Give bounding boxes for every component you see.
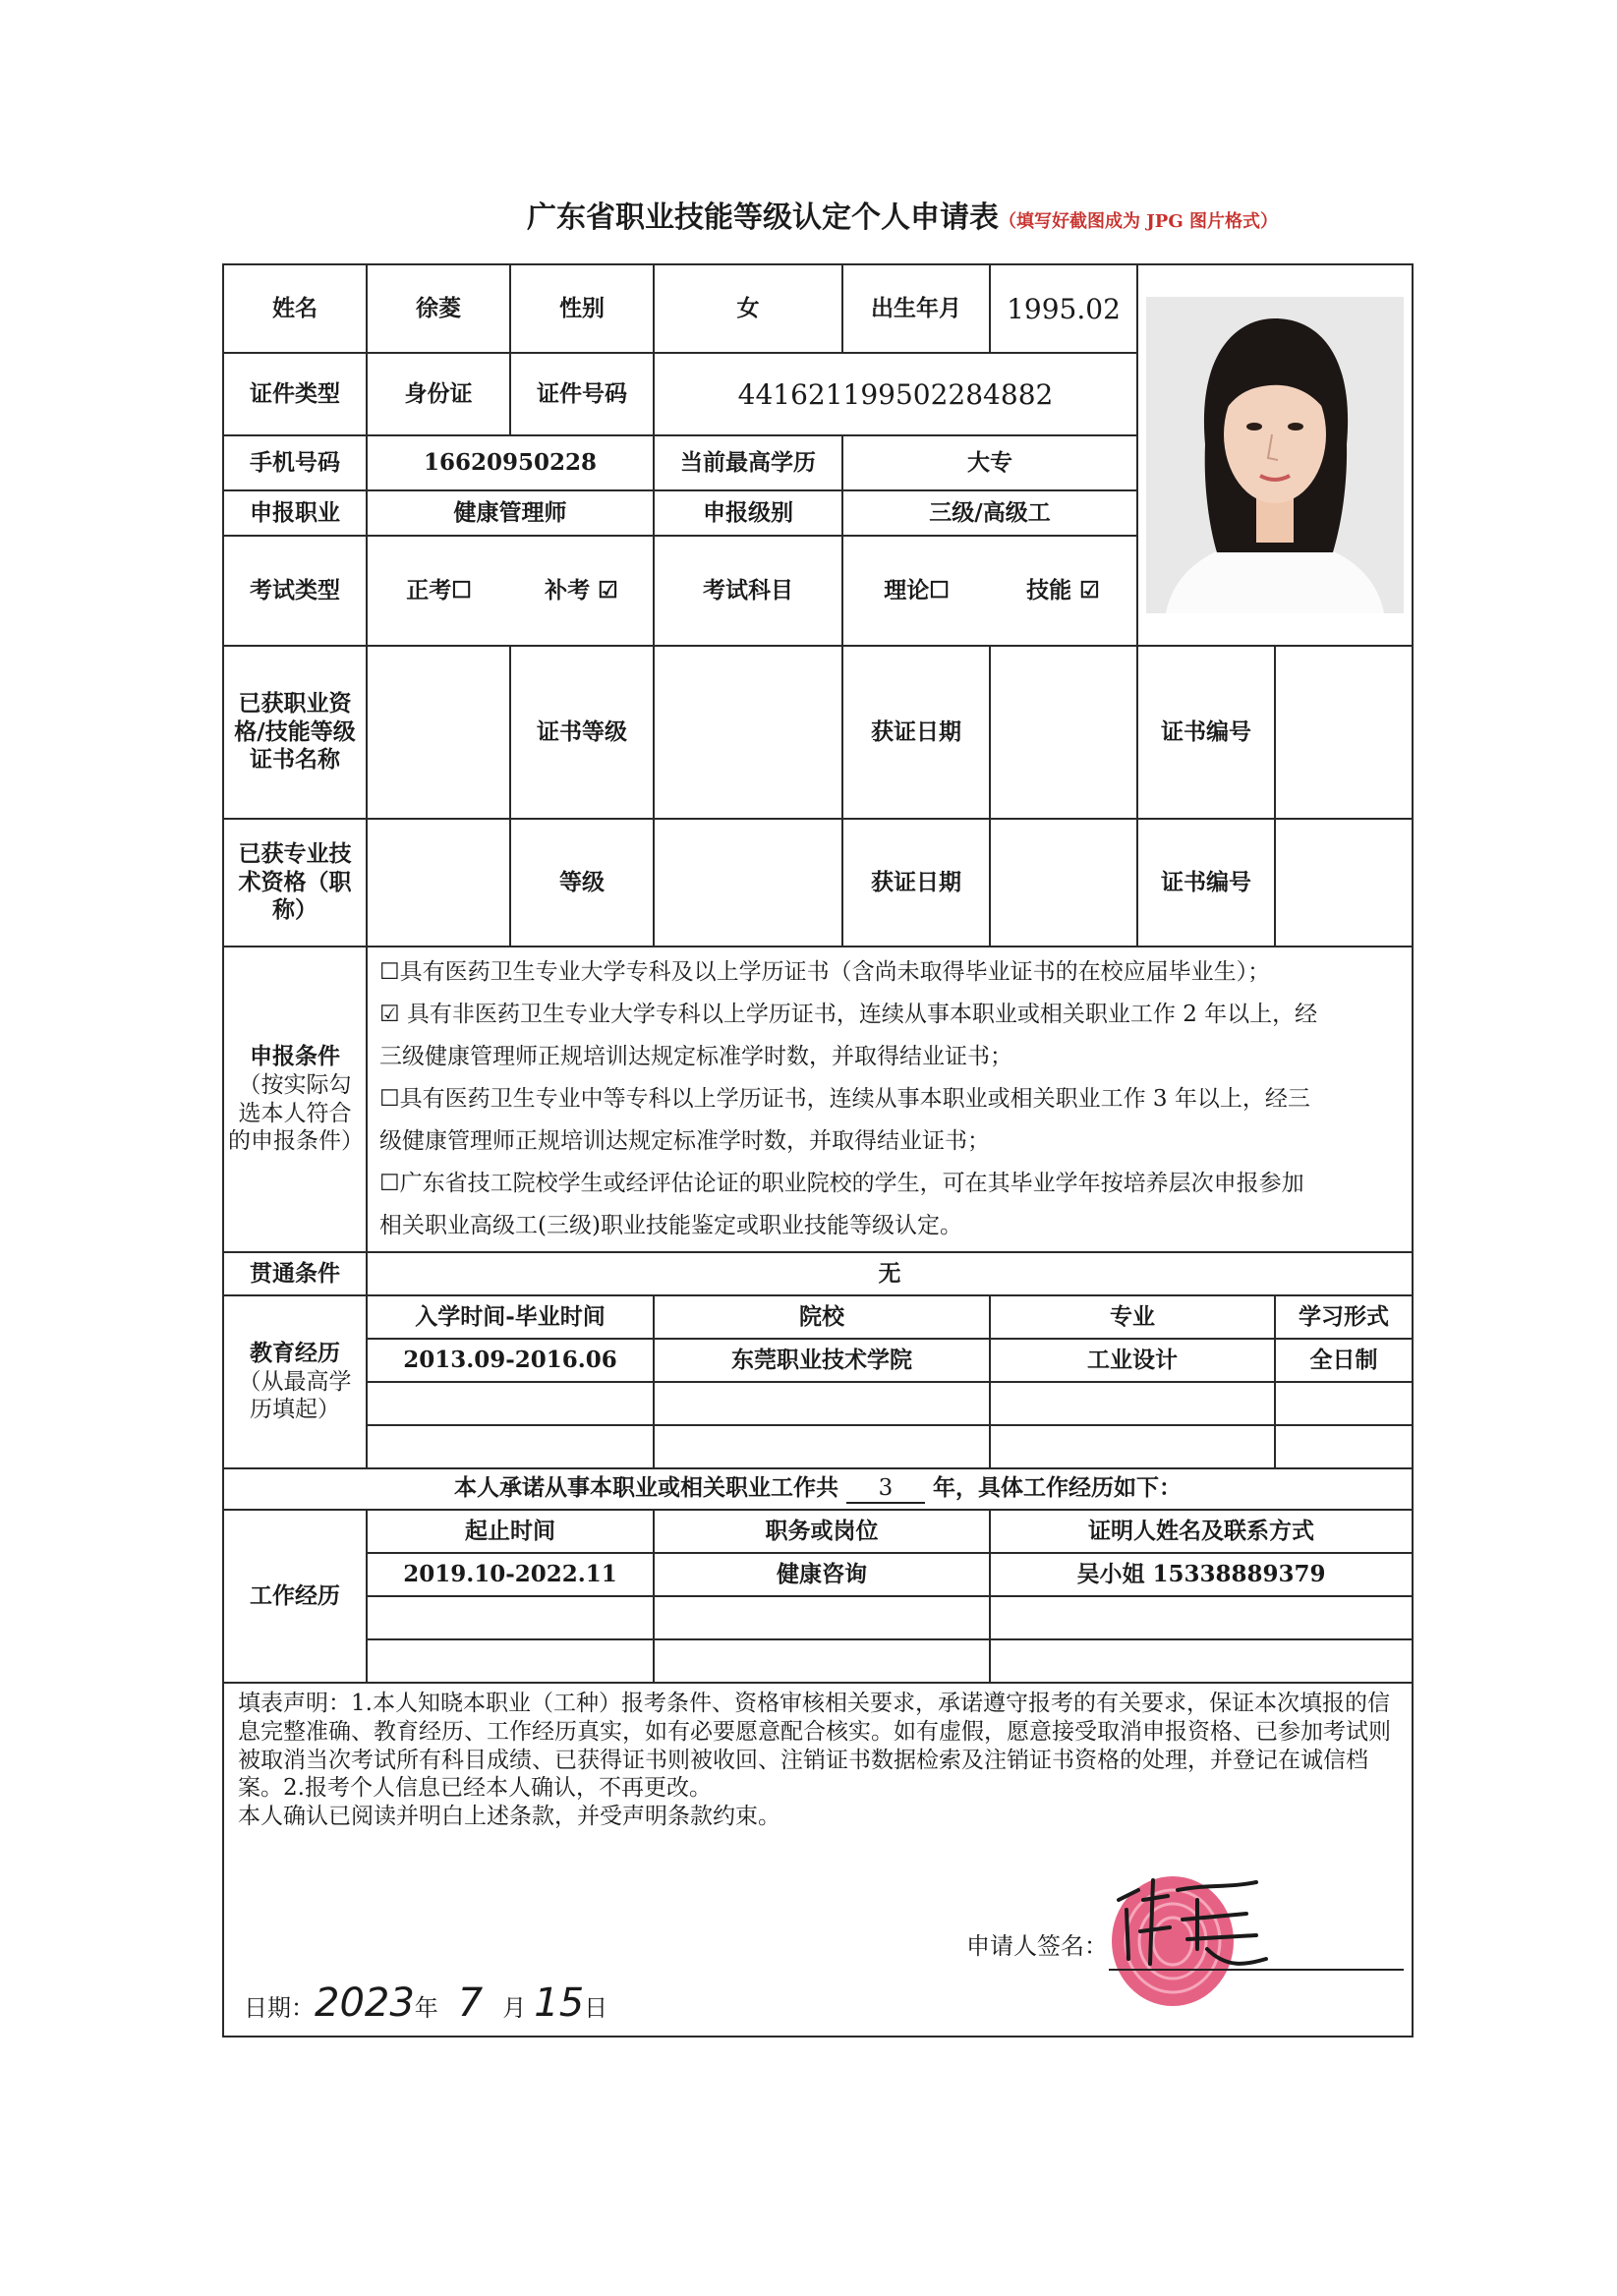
edu-school[interactable]: 东莞职业技术学院	[654, 1339, 990, 1382]
page-title	[527, 193, 1412, 236]
edu-header-period: 入学时间-毕业时间	[367, 1295, 654, 1339]
tech-date-label: 获证日期	[842, 819, 990, 947]
cert-level-label: 证书等级	[510, 646, 654, 819]
edu-cell-empty[interactable]	[654, 1382, 990, 1425]
conditions-label: 申报条件	[250, 1043, 340, 1069]
commitment-years[interactable]: 3	[846, 1474, 925, 1505]
work-header-period: 起止时间	[367, 1510, 654, 1553]
edu-period[interactable]: 2013.09-2016.06	[367, 1339, 654, 1382]
id-type-value[interactable]: 身份证	[367, 353, 510, 435]
work-cell-empty[interactable]	[990, 1596, 1413, 1639]
date-label: 日期：	[244, 1994, 315, 2022]
condition-option-1[interactable]: ☐具有医药卫生专业大学专科及以上学历证书（含尚未取得毕业证书的在校应届毕业生）；	[379, 959, 1271, 985]
condition-option-3-cont: 级健康管理师正规培训达规定标准学时数，并取得结业证书；	[379, 1128, 990, 1154]
declaration-section	[223, 1683, 1413, 2037]
form-title: 广东省职业技能等级认定个人申请表	[527, 201, 999, 235]
edu-row	[223, 1339, 1413, 1382]
work-row-empty	[223, 1596, 1413, 1639]
gender-label: 性别	[510, 264, 654, 353]
exam-theory-checkbox[interactable]: 理论☐	[842, 536, 990, 646]
condition-option-4-cont: 相关职业高级工(三级)职业技能鉴定或职业技能等级认定。	[379, 1213, 962, 1238]
work-cell-empty[interactable]	[367, 1639, 654, 1683]
year-unit: 年	[414, 1994, 438, 2022]
work-header-reference: 证明人姓名及联系方式	[990, 1510, 1413, 1553]
edu-header-school: 院校	[654, 1295, 990, 1339]
exam-type-label: 考试类型	[223, 536, 367, 646]
exam-makeup-checkbox[interactable]: 补考 ☑	[510, 536, 654, 646]
condition-option-2-cont: 三级健康管理师正规培训达规定标准学时数，并取得结业证书；	[379, 1044, 1012, 1069]
condition-option-3[interactable]: ☐具有医药卫生专业中等专科以上学历证书，连续从事本职业或相关职业工作 3 年以上，经三	[379, 1086, 1310, 1112]
gender-value[interactable]: 女	[654, 264, 842, 353]
exam-subject-label: 考试科目	[654, 536, 842, 646]
signature-label: 申请人签名：	[966, 1932, 1108, 1960]
tech-level-value[interactable]	[654, 819, 842, 947]
tech-cert-label: 已获专业技术资格（职称）	[223, 819, 367, 947]
education-value[interactable]: 大专	[842, 435, 1137, 490]
edu-major[interactable]: 工业设计	[990, 1339, 1275, 1382]
edu-header-mode: 学习形式	[1275, 1295, 1413, 1339]
birth-label: 出生年月	[842, 264, 990, 353]
declaration-confirm: 本人确认已阅读并明白上述条款，并受声明条款约束。	[238, 1804, 780, 1829]
cert-date-label: 获证日期	[842, 646, 990, 819]
work-cell-empty[interactable]	[367, 1596, 654, 1639]
tech-no-label: 证书编号	[1137, 819, 1275, 947]
month-unit: 月	[502, 1994, 527, 2022]
cert-date-value[interactable]	[990, 646, 1137, 819]
tech-date-value[interactable]	[990, 819, 1137, 947]
condition-option-4[interactable]: ☐广东省技工院校学生或经评估论证的职业院校的学生，可在其毕业学年按培养层次申报参加	[379, 1171, 1304, 1196]
application-form	[222, 263, 1414, 2038]
applicant-photo	[1146, 297, 1404, 613]
edu-history-label: 教育经历	[250, 1339, 340, 1366]
commitment-suffix: 年，具体工作经历如下：	[933, 1473, 1183, 1501]
exam-skill-checkbox[interactable]: 技能 ☑	[990, 536, 1137, 646]
edu-cell-empty[interactable]	[654, 1425, 990, 1468]
cert-no-label: 证书编号	[1137, 646, 1275, 819]
edu-history-label-cell	[223, 1295, 367, 1468]
work-row-empty	[223, 1639, 1413, 1683]
tech-no-value[interactable]	[1275, 819, 1413, 947]
edu-mode[interactable]: 全日制	[1275, 1339, 1413, 1382]
conditions-label-cell	[223, 947, 367, 1252]
through-value[interactable]: 无	[367, 1252, 1413, 1295]
occupation-value[interactable]: 健康管理师	[367, 490, 654, 536]
work-period[interactable]: 2019.10-2022.11	[367, 1553, 654, 1596]
tech-level-label: 等级	[510, 819, 654, 947]
declaration-text: 填表声明：1.本人知晓本职业（工种）报考条件、资格审核相关要求，承诺遵守报考的有关要求，保证本次填报的信息完整准确、教育经历、工作经历真实，如有必要愿意配合核实。如有虚假，愿意接受取消申报资格、已参加考试则被取消当次考试所有科目成绩、已获得证书则被收回、注销证书数据检索及注销证书资格的处理，并登记在诚信档案。2.报考个人信息已经本人确认，不再更改。	[238, 1691, 1391, 1802]
name-value[interactable]: 徐菱	[367, 264, 510, 353]
work-position[interactable]: 健康咨询	[654, 1553, 990, 1596]
edu-cell-empty[interactable]	[990, 1382, 1275, 1425]
condition-option-2[interactable]: ☑ 具有非医药卫生专业大学专科以上学历证书，连续从事本职业或相关职业工作 2 年以上，经	[379, 1002, 1318, 1027]
day-unit: 日	[584, 1994, 608, 2022]
exam-regular-checkbox[interactable]: 正考☐	[367, 536, 510, 646]
date-month[interactable]: 7	[457, 1980, 484, 2026]
education-label: 当前最高学历	[654, 435, 842, 490]
date-year[interactable]: 2023	[315, 1980, 415, 2026]
level-value[interactable]: 三级/高级工	[842, 490, 1137, 536]
qual-cert-label: 已获职业资格/技能等级证书名称	[223, 646, 367, 819]
edu-header-major: 专业	[990, 1295, 1275, 1339]
name-label: 姓名	[223, 264, 367, 353]
id-number-label: 证件号码	[510, 353, 654, 435]
edu-cell-empty[interactable]	[1275, 1382, 1413, 1425]
edu-cell-empty[interactable]	[1275, 1425, 1413, 1468]
work-commitment	[223, 1468, 1413, 1510]
cert-level-value[interactable]	[654, 646, 842, 819]
photo-cell	[1137, 264, 1413, 646]
edu-cell-empty[interactable]	[990, 1425, 1275, 1468]
work-cell-empty[interactable]	[990, 1639, 1413, 1683]
through-label: 贯通条件	[223, 1252, 367, 1295]
id-number-value[interactable]: 441621199502284882	[654, 353, 1137, 435]
work-row	[223, 1553, 1413, 1596]
id-type-label: 证件类型	[223, 353, 367, 435]
conditions-list	[367, 947, 1413, 1252]
cert-no-value[interactable]	[1275, 646, 1413, 819]
edu-cell-empty[interactable]	[367, 1382, 654, 1425]
qual-cert-name-value[interactable]	[367, 646, 510, 819]
date-row	[244, 1979, 607, 2028]
birth-value[interactable]: 1995.02	[990, 264, 1137, 353]
date-day[interactable]: 15	[534, 1980, 585, 2026]
edu-row-empty	[223, 1382, 1413, 1425]
work-reference[interactable]: 吴小姐 15338889379	[990, 1553, 1413, 1596]
work-cell-empty[interactable]	[654, 1639, 990, 1683]
commitment-prefix: 本人承诺从事本职业或相关职业工作共	[453, 1473, 838, 1501]
work-cell-empty[interactable]	[654, 1596, 990, 1639]
applicant-signature-icon	[1109, 1870, 1276, 1979]
conditions-note: （按实际勾选本人符合的申报条件）	[228, 1071, 364, 1155]
occupation-label: 申报职业	[223, 490, 367, 536]
level-label: 申报级别	[654, 490, 842, 536]
edu-cell-empty[interactable]	[367, 1425, 654, 1468]
tech-cert-name-value[interactable]	[367, 819, 510, 947]
phone-label: 手机号码	[223, 435, 367, 490]
signature-line[interactable]	[1109, 1969, 1404, 1971]
edu-history-note: （从最高学历填起）	[238, 1368, 352, 1423]
edu-row-empty	[223, 1425, 1413, 1468]
phone-value[interactable]: 16620950228	[367, 435, 654, 490]
work-history-label: 工作经历	[223, 1510, 367, 1683]
format-note: （填写好截图成为 JPG 图片格式）	[999, 211, 1278, 232]
work-header-position: 职务或岗位	[654, 1510, 990, 1553]
